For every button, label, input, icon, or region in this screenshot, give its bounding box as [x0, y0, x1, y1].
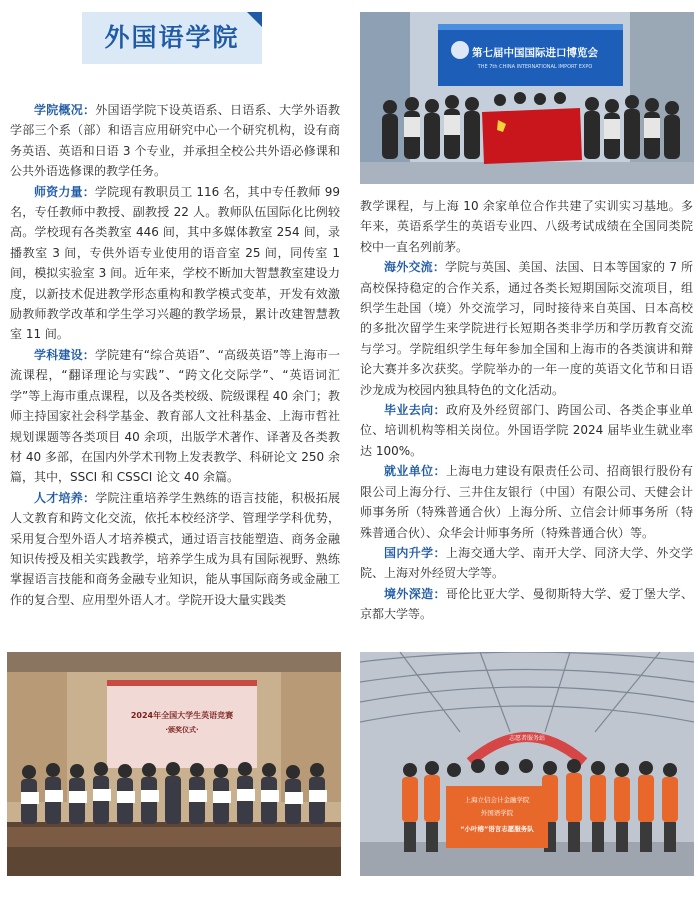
volunteer-banner-line2: 外国语学院 — [480, 809, 514, 817]
section-label: 师资力量： — [34, 184, 95, 199]
photo-volunteers — [360, 652, 694, 876]
page-title: 外国语学院 — [104, 23, 240, 52]
photo-award-ceremony — [7, 652, 341, 876]
left-column-paragraph — [10, 100, 340, 182]
section-text: 学院与英国、美国、法国、日本等国家的 7 所高校保持稳定的合作关系，通过各类长短期国际交流项目，组织学生赴国（境）外交流学习，同时接待来自英国、日本高校的多批次留学生来学院进行长短期各类非学历和学历教育交流与学习。学院组织学生每年参加全国和上海市的各类演讲和辩论大赛并多次获奖。学院举办的一年一度的英语文化节和日语沙龙成为校园内独具特色的文化活动。 — [360, 260, 693, 397]
volunteer-banner-line1: 上海立信会计金融学院 — [464, 796, 530, 804]
right-column-paragraph — [360, 196, 693, 257]
section-text: 外国语学院下设英语系、日语系、大学外语教学部三个系（部）和语言应用研究中心一个研究机构，设有商务英语、英语和日语 3 个专业，并承担全校公共外语必修课和公共外语选修课的教学任务。 — [10, 103, 340, 179]
section-label: 就业单位： — [384, 464, 446, 479]
section-text: 教学课程，与上海 10 余家单位合作共建了实训实习基地。多年来，英语系学生的英语专业四、八级考试成绩在全国同类院校中一直名列前茅。 — [360, 199, 693, 254]
section-label: 人才培养： — [34, 490, 96, 505]
section-label: 境外深造： — [384, 586, 446, 601]
section-text: 学院注重培养学生熟练的语言技能，积极拓展人文教育和跨文化交流，依托本校经济学、管理学学科优势，采用复合型外语人才培养模式，通过语言技能塑造、商务金融知识传授及相关实践教学，培养学生成为具有国际视野、熟练掌握语言技能和商务金融专业知识，能从事国际商务或金融工作的复合型、应用型外语人才。学院开设大量实践类 — [10, 490, 340, 607]
section-text: 政府及外经贸部门、跨国公司、各类企事业单位、培训机构等相关岗位。外国语学院 2024 届毕业生就业率达 100%。 — [360, 403, 693, 458]
expo-banner-title: 第七届中国国际进口博览会 — [472, 47, 598, 59]
right-column-paragraph — [360, 543, 693, 584]
section-label: 学科建设： — [34, 347, 95, 362]
section-text: 哥伦比亚大学、曼彻斯特大学、爱丁堡大学、京都大学等。 — [360, 586, 693, 622]
left-text-column — [10, 100, 340, 610]
section-text: 学院建有“综合英语”、“高级英语”等上海市一流课程，“翻译理论与实践”、“跨文化交际学”、“英语词汇学”等上海市重点课程，以及各类校级、院级课程 40 余门；教师主持国家社会科学基金、教育部人文社科基金、上海市哲社规划课题等各类项目 40 余项，出版学术著作、译著及各类教材 40 多部，在国内外学术刊物上发表教学、科研论文 250 余篇，其中，SSCI 和 CSSCI 论文 40 余篇。 — [10, 347, 340, 485]
right-column-paragraph — [360, 584, 693, 625]
section-text: 上海电力建设有限责任公司、招商银行股份有限公司上海分行、三井住友银行（中国）有限公司、天健会计师事务所（特殊普通合伙）上海分所、立信会计师事务所（特殊普通合伙）、众华会计师事务所（特殊普通合伙）等。 — [360, 464, 693, 540]
section-label: 海外交流： — [384, 260, 446, 275]
right-column-paragraph — [360, 257, 693, 400]
section-text: 学院现有教职员工 116 名，其中专任教师 99 名，专任教师中教授、副教授 22 人。教师队伍国际化比例较高。学校现有各类教室 446 间，其中多媒体教室 254 间，录播教室 3 间，专供外语专业使用的语音室 25 间，同传室 1 间，模拟实验室 3 间。近年来，学校不断加大智慧教室建设力度，以新技术促进教学形态重构和教学模式变革，开发有效激励教师教学改革和学生学习兴趣的教学场景，累计改建智慧教室 11 间。 — [10, 184, 340, 342]
section-label: 毕业去向： — [384, 403, 446, 418]
ceremony-screen-line1: 2024年全国大学生英语竞赛 — [130, 711, 234, 720]
section-label: 国内升学： — [384, 545, 446, 560]
section-label: 学院概况： — [34, 103, 96, 117]
expo-banner-subtitle: THE 7th CHINA INTERNATIONAL IMPORT EXPO — [477, 64, 593, 70]
left-column-paragraph — [10, 182, 340, 345]
right-column-paragraph — [360, 461, 693, 543]
ceremony-screen-line2: ·颁奖仪式· — [165, 726, 199, 734]
section-text: 上海交通大学、南开大学、同济大学、外交学院、上海对外经贸大学等。 — [360, 545, 693, 581]
photo-expo-group — [360, 12, 694, 184]
left-column-paragraph — [10, 345, 340, 488]
volunteer-banner-line3: “小叶榕”语言志愿服务队 — [460, 825, 534, 833]
left-column-paragraph — [10, 488, 340, 610]
right-text-column — [360, 196, 693, 625]
arch-text: 志愿者服务站 — [508, 735, 546, 742]
right-column-paragraph — [360, 400, 693, 461]
